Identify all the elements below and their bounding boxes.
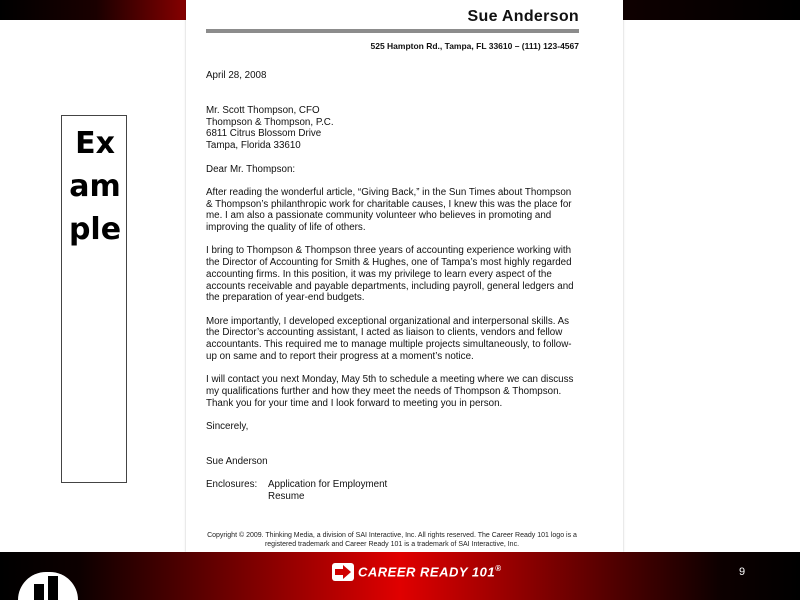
example-label-line: ple — [68, 212, 122, 247]
copyright-notice: Copyright © 2009. Thinking Media, a division of SAI Interactive, Inc. All rights reserved. The Career Ready 101 logo is a registered trademark and Career Ready 101 is a trademark of SAI Interactive, Inc. — [207, 532, 577, 548]
signature-name: Sue Anderson — [206, 456, 268, 468]
enclosures — [206, 479, 578, 502]
letterhead-rule — [206, 29, 579, 33]
letter-date: April 28, 2008 — [206, 70, 267, 81]
recipient-line: Tampa, Florida 33610 — [206, 140, 301, 152]
letter-paragraph: I bring to Thompson & Thompson three years of accounting experience working with the Director of Accounting for Smith & Hughes, one of Tampa’s most highly regarded accounting firms. In this position, it was my privilege to learn every aspect of the accounts receivable and payable departments, including payroll, general ledgers and the preparation of year-end budgets. — [206, 245, 574, 304]
brand-text: CAREER READY 101® — [358, 564, 502, 580]
letter-body — [206, 70, 578, 503]
arrow-logo-icon — [332, 563, 354, 581]
example-label-line: Ex — [75, 126, 115, 161]
recipient-line: Mr. Scott Thompson, CFO — [206, 105, 320, 117]
letter-paragraph: More importantly, I developed exceptional organizational and interpersonal skills. As the Director’s accounting assistant, I acted as liaison to clients, vendors and fellow accountants. This required me to manage multiple projects simultaneously, to follow-up on same and to report their progress at a moment’s notice. — [206, 315, 572, 362]
example-label-box — [61, 115, 127, 483]
slide-page-number: 9 — [739, 566, 746, 578]
letterhead-address: 525 Hampton Rd., Tampa, FL 33610 – (111) 123-4567 — [370, 41, 579, 51]
example-label-line: am — [69, 169, 121, 204]
footer-band — [0, 552, 800, 600]
enclosure-item: Resume — [268, 491, 305, 503]
enclosures-label: Enclosures: — [206, 479, 258, 491]
bar-blocks-logo-icon — [18, 572, 78, 600]
example-label — [62, 122, 128, 251]
enclosure-item: Application for Employment — [268, 479, 388, 491]
recipient-line: 6811 Citrus Blossom Drive — [206, 128, 322, 140]
letter-paragraph: I will contact you next Monday, May 5th to schedule a meeting where we can discuss my qualifications further and how they meet the needs of Thompson & Thompson. Thank you for your time and I look forward to meeting you in person. — [206, 374, 574, 409]
recipient-line: Thompson & Thompson, P.C. — [206, 116, 334, 128]
letterhead-name: Sue Anderson — [467, 8, 579, 25]
cover-letter-page — [186, 0, 623, 552]
salutation: Dear Mr. Thompson: — [206, 163, 296, 175]
letter-paragraph: After reading the wonderful article, “Giving Back,” in the Sun Times about Thompson & Thompson’s philanthropic work for charitable causes, I knew this was the place for me. I am also a passionate community volunteer who believes in promoting and improving the quality of life of others. — [206, 186, 572, 234]
career-ready-brand — [332, 563, 502, 581]
cover-letter — [186, 0, 623, 552]
closing: Sincerely, — [206, 420, 249, 432]
